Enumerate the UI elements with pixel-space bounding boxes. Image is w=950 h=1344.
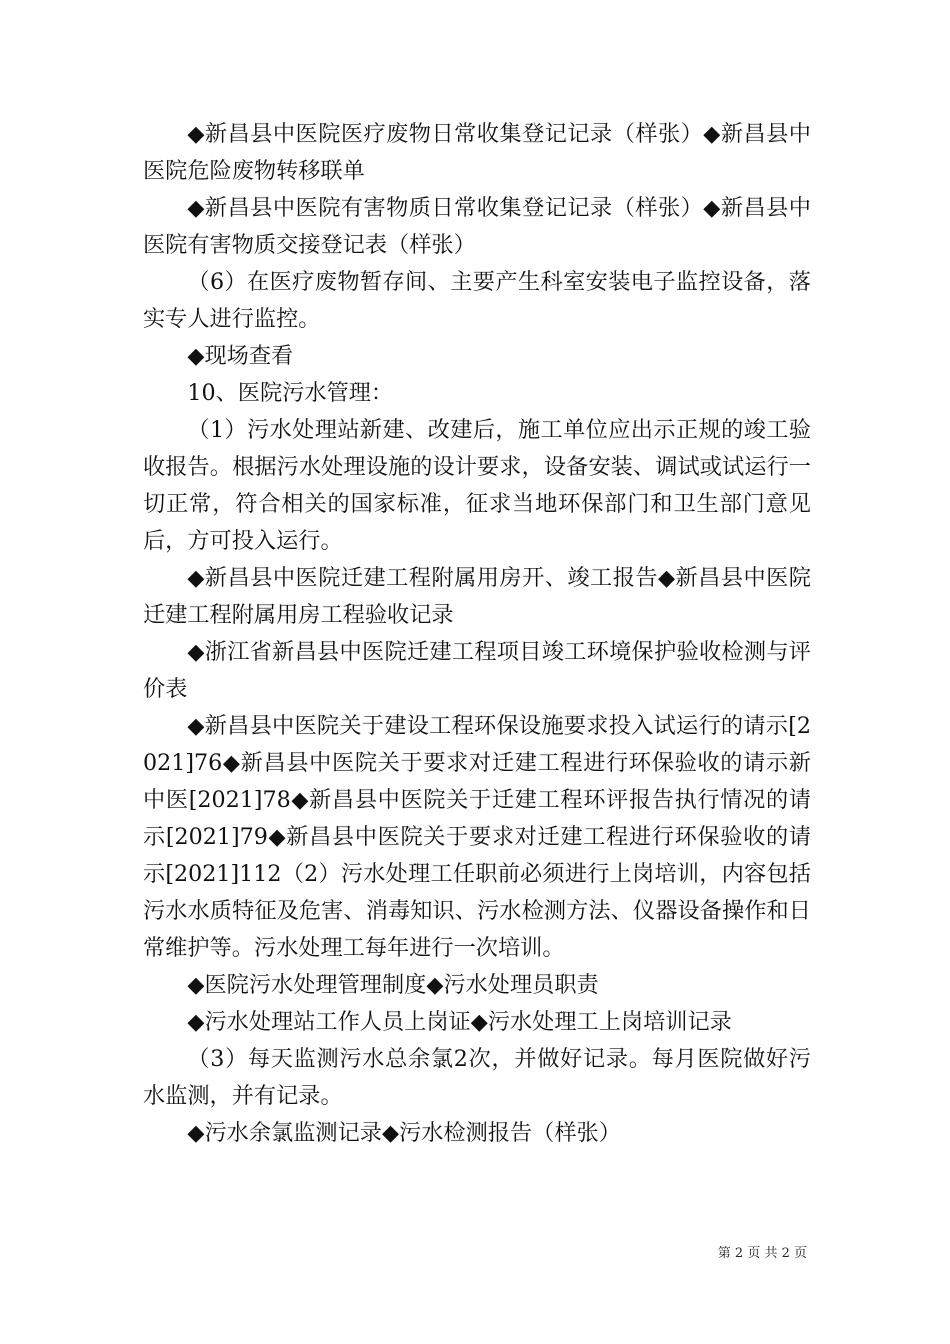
paragraph-monitoring-records: ◆污水余氯监测记录◆污水检测报告（样张） [187,1120,621,1146]
paragraph-sewage-rules: ◆医院污水处理管理制度◆污水处理员职责 [187,972,599,998]
page-number: 第 2 页 共 2 页 [717,1246,807,1261]
section-heading-sewage-management: 10、医院污水管理： [187,380,394,406]
paragraph-staff-certificates: ◆污水处理站工作人员上岗证◆污水处理工上岗培训记录 [187,1009,732,1035]
paragraph-waste-collection-records: ◆新昌县中医院医疗废物日常收集登记记录（样张）◆新昌县中医院危险废物转移联单 [143,121,811,184]
paragraph-hazardous-material-records: ◆新昌县中医院有害物质日常收集登记记录（样张）◆新昌县中医院有害物质交接登记表（样张） [143,195,811,258]
paragraph-monitoring-equipment: （6）在医疗废物暂存间、主要产生科室安装电子监控设备，落实专人进行监控。 [143,269,811,332]
document-body [143,116,811,1152]
paragraph-requests-and-training: ◆新昌县中医院关于建设工程环保设施要求投入试运行的请示[2021]76◆新昌县中医院关于要求对迁建工程进行环保验收的请示新中医[2021]78◆新昌县中医院关于迁建工程环评报告执行情况的请示[2021]79◆新昌县中医院关于要求对迁建工程进行环保验收的请示[2021]112（2）污水处理工任职前必须进行上岗培训，内容包括污水水质特征及危害、消毒知识、污水检测方法、仪器设备操作和日常维护等。污水处理工每年进行一次培训。 [143,713,811,961]
paragraph-environmental-acceptance-form: ◆浙江省新昌县中医院迁建工程项目竣工环境保护验收检测与评价表 [143,639,811,702]
paragraph-sewage-station-acceptance: （1）污水处理站新建、改建后，施工单位应出示正规的竣工验收报告。根据污水处理设施的设计要求，设备安装、调试或试运行一切正常，符合相关的国家标准，征求当地环保部门和卫生部门意见后，方可投入运行。 [143,417,811,554]
paragraph-chlorine-monitoring: （3）每天监测污水总余氯2次，并做好记录。每月医院做好污水监测，并有记录。 [143,1046,811,1109]
paragraph-construction-reports: ◆新昌县中医院迁建工程附属用房开、竣工报告◆新昌县中医院迁建工程附属用房工程验收记录 [143,565,811,628]
paragraph-onsite-inspection: ◆现场查看 [187,343,294,369]
